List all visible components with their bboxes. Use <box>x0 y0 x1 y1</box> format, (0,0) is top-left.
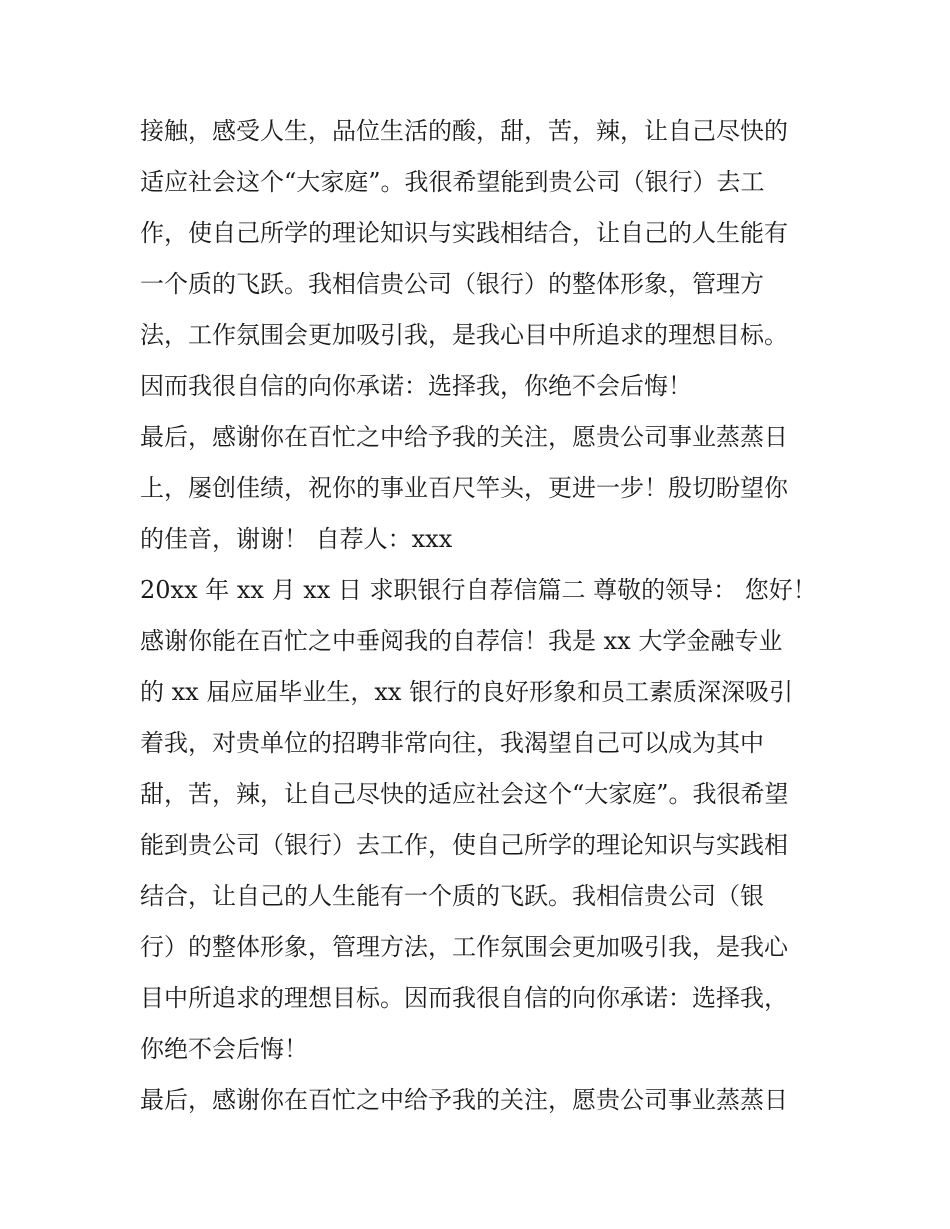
text-line: 一个质的飞跃。我相信贵公司（银行）的整体形象，管理方 <box>140 270 764 298</box>
text-line: 适应社会这个“大家庭”。我很希望能到贵公司（银行）去工 <box>140 168 765 196</box>
text-line: 法，工作氛围会更加吸引我，是我心目中所追求的理想目标。 <box>140 321 788 349</box>
text-line: 接触，感受人生，品位生活的酸，甜，苦，辣，让自己尽快的 <box>140 117 788 145</box>
text-line: 目中所追求的理想目标。因而我很自信的向你承诺：选择我， <box>140 984 788 1012</box>
text-line: 上，屡创佳绩，祝你的事业百尺竿头，更进一步！殷切盼望你 <box>140 474 788 502</box>
text-line: 感谢你能在百忙之中垂阅我的自荐信！我是 xx 大学金融专业 <box>140 627 783 655</box>
text-line: 最后，感谢你在百忙之中给予我的关注，愿贵公司事业蒸蒸日 <box>140 423 788 451</box>
text-line: 20xx 年 xx 月 xx 日 求职银行自荐信篇二 尊敬的领导： 您好！ <box>140 576 817 604</box>
text-line: 的佳音，谢谢！ 自荐人：xxx <box>140 525 453 553</box>
text-line: 因而我很自信的向你承诺：选择我，你绝不会后悔！ <box>140 372 692 400</box>
text-line: 行）的整体形象，管理方法，工作氛围会更加吸引我，是我心 <box>140 933 788 961</box>
text-line: 作，使自己所学的理论知识与实践相结合，让自己的人生能有 <box>140 219 788 247</box>
text-line: 的 xx 届应届毕业生，xx 银行的良好形象和员工素质深深吸引 <box>140 678 794 706</box>
text-line: 着我，对贵单位的招聘非常向往，我渴望自己可以成为其中 <box>140 729 764 757</box>
text-line: 能到贵公司（银行）去工作，使自己所学的理论知识与实践相 <box>140 831 788 859</box>
text-line: 最后，感谢你在百忙之中给予我的关注，愿贵公司事业蒸蒸日 <box>140 1086 788 1114</box>
text-line: 你绝不会后悔！ <box>140 1035 308 1063</box>
letter-body <box>140 106 820 1126</box>
text-line: 甜，苦，辣，让自己尽快的适应社会这个“大家庭”。我很希望 <box>140 780 789 808</box>
text-line: 结合，让自己的人生能有一个质的飞跃。我相信贵公司（银 <box>140 882 764 910</box>
